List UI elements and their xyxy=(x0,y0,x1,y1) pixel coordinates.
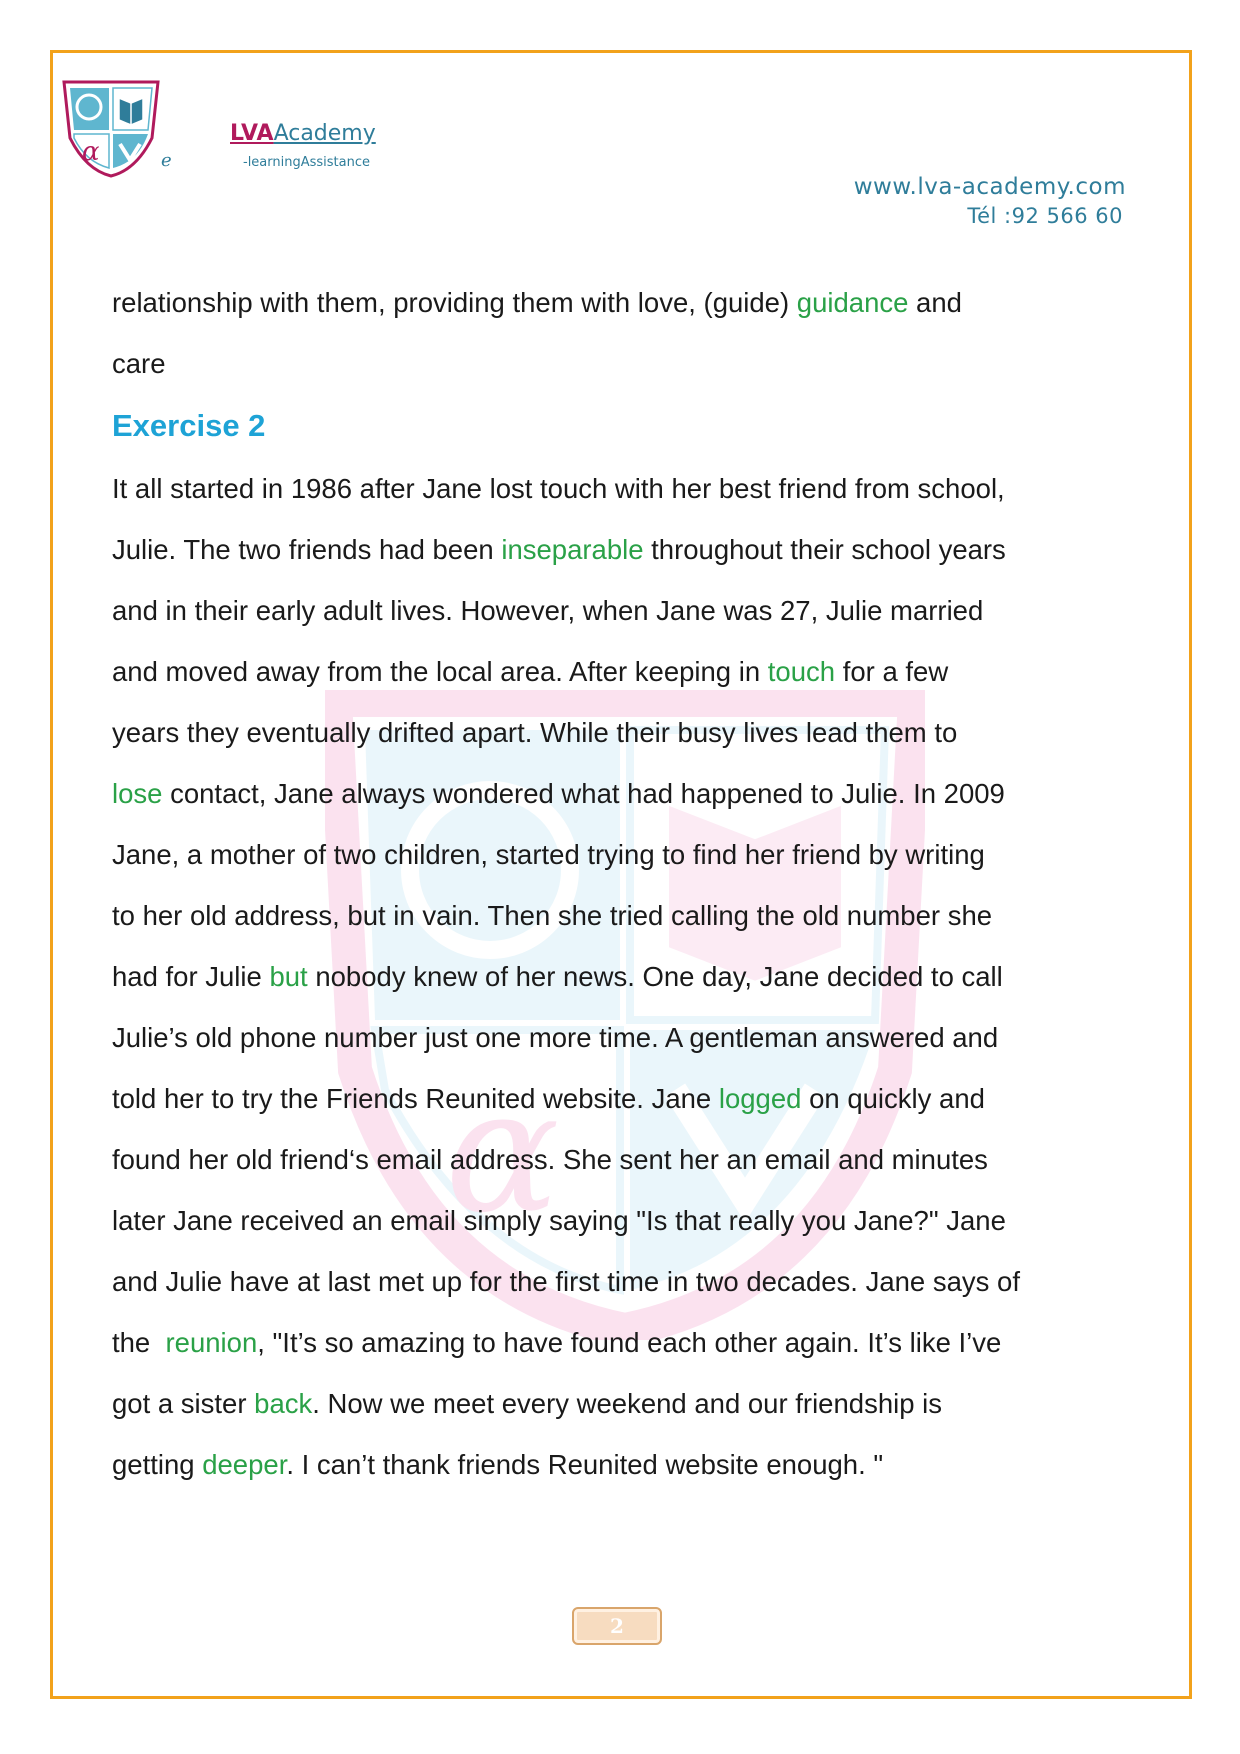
svg-text:α: α xyxy=(445,1053,560,1251)
phone-number: Tél :92 566 60 xyxy=(967,204,1123,228)
highlighted-word: lose xyxy=(112,778,163,809)
highlighted-word: reunion xyxy=(165,1327,258,1358)
page-number: 2 xyxy=(572,1607,662,1645)
brand-e-mark: e xyxy=(161,150,172,171)
text-line: Jane, a mother of two children, started trying to find her friend by writing xyxy=(112,839,985,870)
text-line: found her old friend‘s email address. She sent her an email and minutes xyxy=(112,1144,988,1175)
text-line: later Jane received an email simply saying "Is that really you Jane?" Jane xyxy=(112,1205,1006,1236)
text-line: and in their early adult lives. However, when Jane was 27, Julie married xyxy=(112,595,984,626)
highlighted-word: inseparable xyxy=(501,534,644,565)
highlighted-word: but xyxy=(269,961,308,992)
text-line: had for Julie but nobody knew of her news. One day, Jane decided to call xyxy=(112,961,1003,992)
text-line: to her old address, but in vain. Then she tried calling the old number she xyxy=(112,900,993,931)
exercise-heading: Exercise 2 xyxy=(112,408,266,443)
text-line: getting deeper. I can’t thank friends Reunited website enough. " xyxy=(112,1449,884,1480)
brand-name xyxy=(230,121,376,147)
text-line: It all started in 1986 after Jane lost touch with her best friend from school, xyxy=(112,473,1005,504)
highlighted-word: touch xyxy=(767,656,836,687)
brand-academy: Academy xyxy=(273,121,376,146)
text-line: care xyxy=(112,348,166,379)
text-line: got a sister back. Now we meet every weekend and our friendship is xyxy=(112,1388,943,1419)
text-line: years they eventually drifted apart. While their busy lives lead them to xyxy=(112,717,958,748)
svg-text:α: α xyxy=(82,137,100,167)
text-line: Julie’s old phone number just one more time. A gentleman answered and xyxy=(112,1022,999,1053)
page-content xyxy=(112,272,1122,1495)
highlighted-word: logged xyxy=(718,1083,802,1114)
highlighted-word: deeper xyxy=(202,1449,287,1480)
text-line: relationship with them, providing them with love, (guide) guidance and xyxy=(112,287,962,318)
text-line: lose contact, Jane always wondered what had happened to Julie. In 2009 xyxy=(112,778,1005,809)
website-url[interactable]: www.lva-academy.com xyxy=(853,174,1126,200)
lva-academy-logo xyxy=(56,78,166,178)
highlighted-word: back xyxy=(254,1388,313,1419)
highlighted-word: guidance xyxy=(796,287,909,318)
brand-lva: LVA xyxy=(230,121,274,146)
text-line: Julie. The two friends had been inseparable throughout their school years xyxy=(112,534,1006,565)
text-line: and moved away from the local area. After keeping in touch for a few xyxy=(112,656,949,687)
text-line: and Julie have at last met up for the first time in two decades. Jane says of xyxy=(112,1266,1020,1297)
brand-tagline: -learningAssistance xyxy=(243,155,370,170)
text-line: told her to try the Friends Reunited website. Jane logged on quickly and xyxy=(112,1083,985,1114)
text-line: the reunion, "It’s so amazing to have found each other again. It’s like I’ve xyxy=(112,1327,1002,1358)
